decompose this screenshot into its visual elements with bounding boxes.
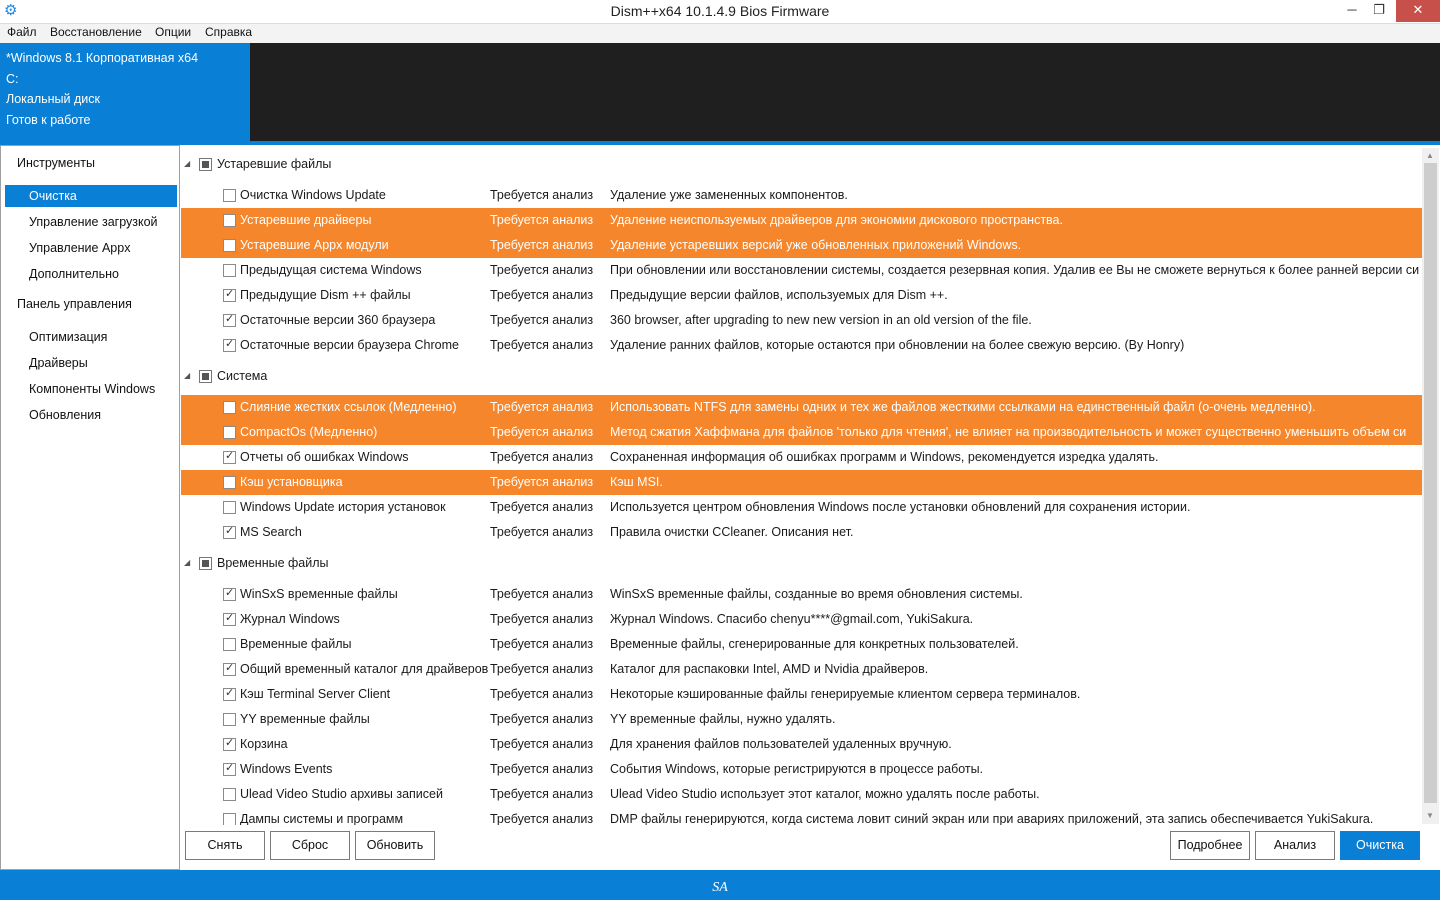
details-button[interactable]: Подробнее xyxy=(1170,831,1250,860)
item-status: Требуется анализ xyxy=(490,662,594,676)
item-name: YY временные файлы xyxy=(240,712,370,726)
item-checkbox[interactable] xyxy=(223,239,236,252)
cleanup-item-row[interactable] xyxy=(181,470,1423,495)
cleanup-item-row[interactable] xyxy=(181,445,1423,470)
item-name: Слияние жестких ссылок (Медленно) xyxy=(240,400,457,414)
status-text: SA xyxy=(712,880,728,895)
item-checkbox[interactable] xyxy=(223,638,236,651)
item-name: Очистка Windows Update xyxy=(240,188,386,202)
item-checkbox[interactable] xyxy=(223,738,236,751)
scroll-down-icon[interactable]: ▼ xyxy=(1426,811,1434,820)
item-checkbox[interactable] xyxy=(223,788,236,801)
item-description: Каталог для распаковки Intel, AMD и Nvidia драйверов. xyxy=(610,662,929,676)
item-status: Требуется анализ xyxy=(490,812,594,825)
item-name: WinSxS временные файлы xyxy=(240,587,398,601)
item-status: Требуется анализ xyxy=(490,313,594,327)
item-description: DMP файлы генерируются, когда система ловит синий экран или при авариях приложений, эта запись обеспечивается YukiSakura. xyxy=(610,812,1374,825)
group-label: Система xyxy=(217,369,268,383)
group-checkbox[interactable] xyxy=(199,370,212,383)
item-name: Кэш Terminal Server Client xyxy=(240,687,391,701)
drive-letter: C: xyxy=(6,71,19,86)
item-checkbox[interactable] xyxy=(223,314,236,327)
item-description: При обновлении или восстановлении системы, создается резервная копия. Удалив ее Вы не сможете вернуться к более ранней версии си xyxy=(610,263,1420,277)
item-checkbox[interactable] xyxy=(223,613,236,626)
sidebar-item-cleanup[interactable]: Очистка xyxy=(5,185,177,207)
sidebar xyxy=(0,145,180,870)
cleanup-item-row[interactable] xyxy=(181,308,1423,333)
sidebar-item-drivers[interactable]: Драйверы xyxy=(29,356,88,370)
item-name: Журнал Windows xyxy=(240,612,340,626)
item-name: Устаревшие драйверы xyxy=(240,213,372,227)
cleanup-item-row[interactable] xyxy=(181,495,1423,520)
menu-options[interactable]: Опции xyxy=(155,25,192,39)
sidebar-item-appx[interactable]: Управление Appx xyxy=(29,241,131,255)
item-checkbox[interactable] xyxy=(223,588,236,601)
item-status: Требуется анализ xyxy=(490,712,594,726)
item-name: Windows Events xyxy=(240,762,333,776)
analyze-button[interactable]: Анализ xyxy=(1255,831,1335,860)
cleanup-item-row[interactable] xyxy=(181,283,1423,308)
cleanup-item-row[interactable] xyxy=(181,333,1423,358)
item-description: Использовать NTFS для замены одних и тех же файлов жесткими ссылками на единственный файл (о-очень медленно). xyxy=(610,400,1316,414)
minimize-button[interactable]: ─ xyxy=(1347,2,1357,17)
item-name: Ulead Video Studio архивы записей xyxy=(240,787,443,801)
item-status: Требуется анализ xyxy=(490,263,594,277)
item-checkbox[interactable] xyxy=(223,189,236,202)
item-checkbox[interactable] xyxy=(223,401,236,414)
cleanup-item-row[interactable] xyxy=(181,420,1423,445)
item-checkbox[interactable] xyxy=(223,214,236,227)
cleanup-item-row[interactable] xyxy=(181,732,1423,757)
sidebar-item-components[interactable]: Компоненты Windows xyxy=(29,382,156,396)
item-description: Предыдущие версии файлов, используемых для Dism ++. xyxy=(610,288,948,302)
item-description: События Windows, которые регистрируются в процессе работы. xyxy=(610,762,984,776)
item-description: Используется центром обновления Windows после установки обновлений для сохранения истории. xyxy=(610,500,1191,514)
group-header[interactable] xyxy=(181,551,1423,576)
item-checkbox[interactable] xyxy=(223,713,236,726)
system-info-panel[interactable] xyxy=(0,43,250,141)
item-status: Требуется анализ xyxy=(490,612,594,626)
item-description: Правила очистки CCleaner. Описания нет. xyxy=(610,525,854,539)
item-description: Метод сжатия Хаффмана для файлов 'только для чтения', не влияет на производительность и может существенно уменьшить объем си xyxy=(610,425,1407,439)
uncheck-button[interactable]: Снять xyxy=(185,831,265,860)
item-checkbox[interactable] xyxy=(223,264,236,277)
item-description: Временные файлы, сгенерированные для конкретных пользователей. xyxy=(610,637,1019,651)
item-status: Требуется анализ xyxy=(490,762,594,776)
gear-icon: ⚙ xyxy=(4,2,18,19)
item-status: Требуется анализ xyxy=(490,288,594,302)
item-status: Требуется анализ xyxy=(490,238,594,252)
item-checkbox[interactable] xyxy=(223,526,236,539)
item-status: Требуется анализ xyxy=(490,400,594,414)
item-checkbox[interactable] xyxy=(223,339,236,352)
cleanup-item-row[interactable] xyxy=(181,807,1423,825)
menu-bar xyxy=(0,24,1440,43)
cleanup-item-row[interactable] xyxy=(181,395,1423,420)
cleanup-item-row[interactable] xyxy=(181,258,1423,283)
item-name: Кэш установщика xyxy=(240,475,343,489)
sidebar-item-updates[interactable]: Обновления xyxy=(29,408,101,422)
collapse-arrow-icon[interactable]: ◢ xyxy=(184,371,191,380)
sidebar-item-advanced[interactable]: Дополнительно xyxy=(29,267,119,281)
group-checkbox[interactable] xyxy=(199,557,212,570)
scroll-up-icon[interactable]: ▲ xyxy=(1426,151,1434,160)
menu-file[interactable]: Файл xyxy=(7,25,37,39)
collapse-arrow-icon[interactable]: ◢ xyxy=(184,159,191,168)
sidebar-item-boot[interactable]: Управление загрузкой xyxy=(29,215,158,229)
item-checkbox[interactable] xyxy=(223,476,236,489)
item-status: Требуется анализ xyxy=(490,425,594,439)
item-description: Журнал Windows. Спасибо chenyu****@gmail.com, YukiSakura. xyxy=(610,612,974,626)
drive-type: Локальный диск xyxy=(6,92,100,106)
item-description: WinSxS временные файлы, созданные во время обновления системы. xyxy=(610,587,1023,601)
item-description: Ulead Video Studio использует этот каталог, можно удалять после работы. xyxy=(610,787,1040,801)
sidebar-section-tools: Инструменты xyxy=(17,156,95,170)
item-description: YY временные файлы, нужно удалять. xyxy=(610,712,836,726)
group-label: Временные файлы xyxy=(217,556,329,570)
item-checkbox[interactable] xyxy=(223,688,236,701)
item-status: Требуется анализ xyxy=(490,587,594,601)
cleanup-item-row[interactable] xyxy=(181,657,1423,682)
item-status: Требуется анализ xyxy=(490,450,594,464)
cleanup-item-row[interactable] xyxy=(181,632,1423,657)
item-description: Кэш MSI. xyxy=(610,475,663,489)
item-status: Требуется анализ xyxy=(490,687,594,701)
item-name: Корзина xyxy=(240,737,288,751)
scrollbar-thumb[interactable] xyxy=(1424,163,1437,803)
item-description: Удаление неиспользуемых драйверов для экономии дискового пространства. xyxy=(610,213,1063,227)
sidebar-item-optimization[interactable]: Оптимизация xyxy=(29,330,108,344)
window-title: Dism++x64 10.1.4.9 Bios Firmware xyxy=(610,3,830,19)
cleanup-item-row[interactable] xyxy=(181,782,1423,807)
item-status: Требуется анализ xyxy=(490,525,594,539)
group-header[interactable] xyxy=(181,364,1423,389)
item-checkbox[interactable] xyxy=(223,663,236,676)
collapse-arrow-icon[interactable]: ◢ xyxy=(184,558,191,567)
item-name: MS Search xyxy=(240,525,302,539)
item-description: Для хранения файлов пользователей удаленных вручную. xyxy=(610,737,952,751)
item-name: CompactOs (Медленно) xyxy=(240,425,378,439)
item-description: Некоторые кэшированные файлы генерируемые клиентом сервера терминалов. xyxy=(610,687,1081,701)
cleanup-item-row[interactable] xyxy=(181,682,1423,707)
cleanup-item-row[interactable] xyxy=(181,520,1423,545)
item-status: Требуется анализ xyxy=(490,500,594,514)
clean-button[interactable]: Очистка xyxy=(1340,831,1420,860)
cleanup-item-row[interactable] xyxy=(181,233,1423,258)
status-bar xyxy=(0,870,1440,900)
cleanup-item-row[interactable] xyxy=(181,607,1423,632)
item-status: Требуется анализ xyxy=(490,737,594,751)
item-name: Windows Update история установок xyxy=(240,500,446,514)
menu-help[interactable]: Справка xyxy=(205,25,253,39)
reset-button[interactable]: Сброс xyxy=(270,831,350,860)
item-description: Сохраненная информация об ошибках программ и Windows, рекомендуется изредка удалять. xyxy=(610,450,1159,464)
item-name: Временные файлы xyxy=(240,637,352,651)
item-status: Требуется анализ xyxy=(490,787,594,801)
item-checkbox[interactable] xyxy=(223,289,236,302)
cleanup-list xyxy=(181,145,1440,825)
item-checkbox[interactable] xyxy=(223,426,236,439)
item-status: Требуется анализ xyxy=(490,338,594,352)
item-description: Удаление устаревших версий уже обновленных приложений Windows. xyxy=(610,238,1022,252)
maximize-button[interactable]: ❐ xyxy=(1373,2,1385,17)
item-name: Дампы системы и программ xyxy=(240,812,404,825)
cleanup-item-row[interactable] xyxy=(181,183,1423,208)
system-state: Готов к работе xyxy=(6,112,91,127)
cleanup-item-row[interactable] xyxy=(181,208,1423,233)
item-name: Общий временный каталог для драйверов xyxy=(240,662,489,676)
item-name: Предыдущая система Windows xyxy=(240,263,422,277)
item-description: Удаление уже замененных компонентов. xyxy=(610,188,848,202)
close-button[interactable]: ✕ xyxy=(1396,0,1440,22)
os-name: *Windows 8.1 Корпоративная x64 xyxy=(6,51,199,65)
item-checkbox[interactable] xyxy=(223,813,236,825)
sidebar-section-control-panel: Панель управления xyxy=(17,297,132,311)
item-checkbox[interactable] xyxy=(223,501,236,514)
cleanup-item-row[interactable] xyxy=(181,707,1423,732)
refresh-button[interactable]: Обновить xyxy=(355,831,435,860)
item-name: Устаревшие Appx модули xyxy=(240,238,389,252)
item-status: Требуется анализ xyxy=(490,213,594,227)
menu-restore[interactable]: Восстановление xyxy=(50,25,142,39)
item-description: 360 browser, after upgrading to new new version in an old version of the file. xyxy=(610,313,1032,327)
item-status: Требуется анализ xyxy=(490,188,594,202)
item-description: Удаление ранних файлов, которые остаются при обновлении на более свежую версию. (By Honry) xyxy=(610,338,1185,352)
item-name: Остаточные версии браузера Chrome xyxy=(240,338,459,352)
item-status: Требуется анализ xyxy=(490,475,594,489)
item-name: Отчеты об ошибках Windows xyxy=(240,450,409,464)
group-label: Устаревшие файлы xyxy=(217,157,332,171)
cleanup-item-row[interactable] xyxy=(181,582,1423,607)
group-header[interactable] xyxy=(181,152,1423,177)
item-name: Предыдущие Dism ++ файлы xyxy=(240,288,411,302)
cleanup-item-row[interactable] xyxy=(181,757,1423,782)
item-checkbox[interactable] xyxy=(223,451,236,464)
item-status: Требуется анализ xyxy=(490,637,594,651)
item-checkbox[interactable] xyxy=(223,763,236,776)
title-bar xyxy=(0,0,1440,24)
item-name: Остаточные версии 360 браузера xyxy=(240,313,436,327)
group-checkbox[interactable] xyxy=(199,158,212,171)
